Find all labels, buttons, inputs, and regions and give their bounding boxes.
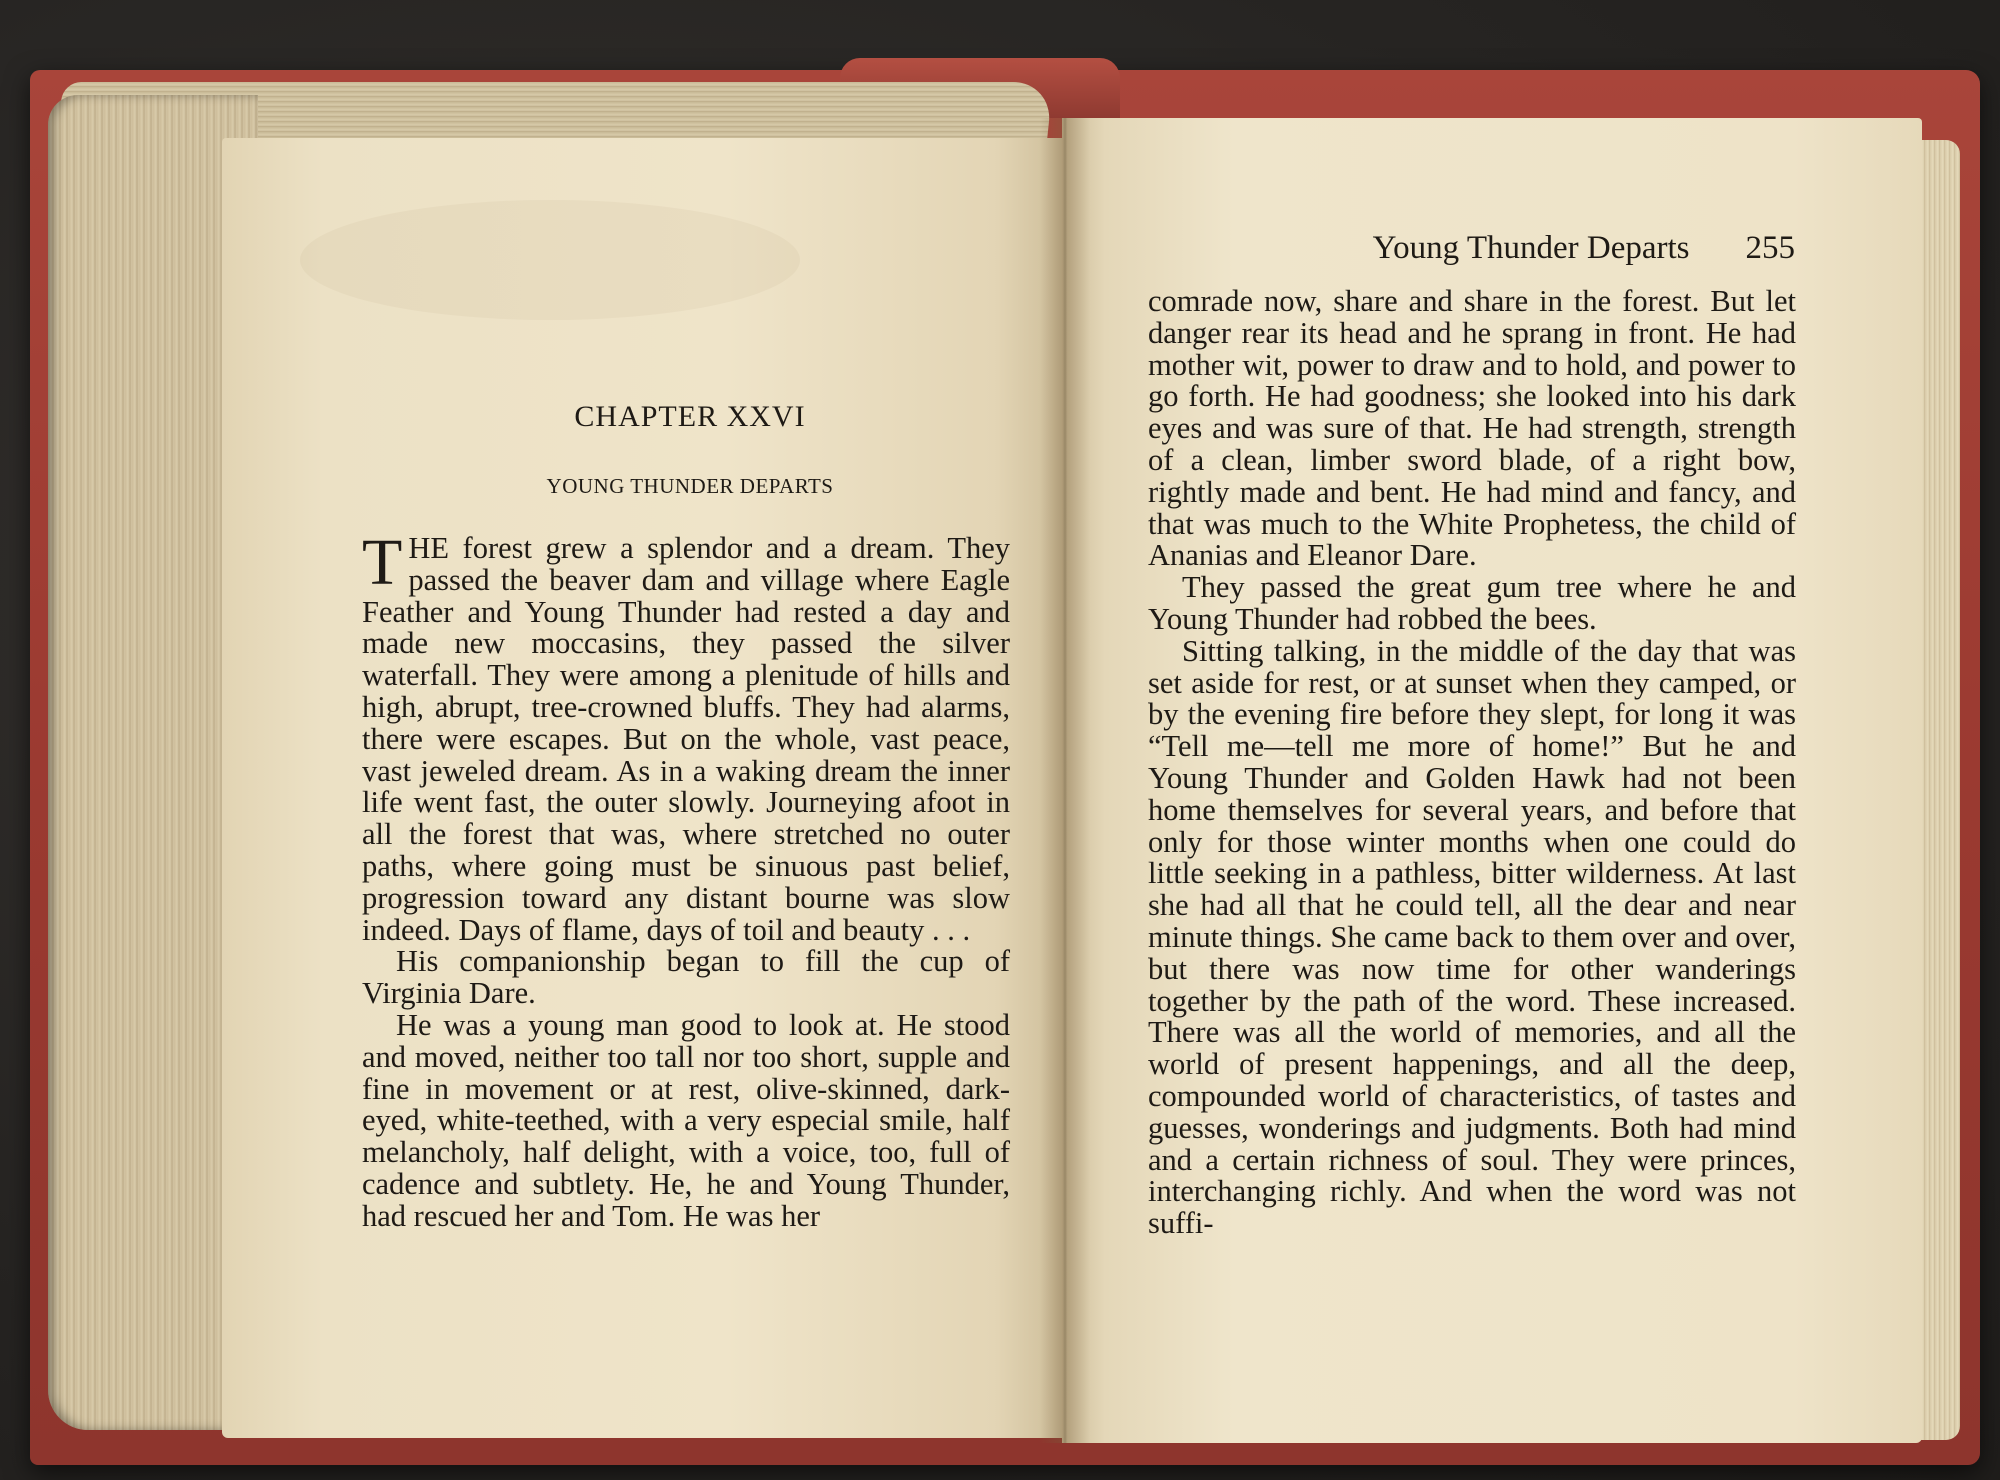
book-gutter <box>1040 118 1090 1443</box>
chapter-title: CHAPTER XXVI <box>574 400 806 433</box>
paragraph: comrade now, share and share in the forest. But let danger rear its head and he sprang in front. He had mother wit, power to draw and to hold, and power to go forth. He had goodness; she looked into his dark eyes and was sure of that. He had strength, strength of a clean, limber sword blade, of a right bow, rightly made and bent. He had mind and fancy, and that was much to the White Prophetess, the child of Ananias and Eleanor Dare. <box>1148 284 1796 573</box>
paragraph: Sitting talking, in the middle of the day that was set aside for rest, or at sunset when they camped, or by the evening fire before they slept, for long it was “Tell me—tell me more of home!” But he and Young Thunder and Golden Hawk had not been home themselves for several years, and before that only for those winter months when one could do little seeking in a pathless, bitter wilderness. At last she had all that he could tell, all the dear and near minute things. She came back to them over and over, but there was now time for other wanderings together by the path of the word. These increased. There was all the world of memories, and all the world of present happenings, and all the deep, compounded world of characteristics, of tastes and guesses, wonderings and judgments. Both had mind and a certain richness of soul. They were princes, interchanging richly. And when the word was not suffi- <box>1148 633 1796 1241</box>
page-number: 255 <box>1745 230 1795 266</box>
chapter-subtitle: YOUNG THUNDER DEPARTS <box>546 474 834 498</box>
paragraph: His companionship began to fill the cup of Virginia Dare. <box>362 944 1010 1011</box>
running-head-title: Young Thunder Departs <box>1372 230 1690 266</box>
paragraph: He was a young man good to look at. He stood and moved, neither too tall nor too short, supple and fine in movement or at rest, olive-skinned, dark-eyed, white-teethed, with a very especial smile, half melancholy, half delight, with a voice, too, full of cadence and subtlety. He, he and Young Thunder, had rescued her and Tom. He was her <box>362 1007 1010 1233</box>
paragraph: They passed the great gum tree where he and Young Thunder had robbed the bees. <box>1148 570 1796 636</box>
paragraph-text: HE forest grew a splendor and a dream. They passed the beaver dam and village where Eagle Feather and Young Thunder had rested a day and made new moccasins, they passed the silver waterfall. They were among a plenitude of hills and high, abrupt, tree-crowned bluffs. They had alarms, there were escapes. But on the whole, vast peace, vast jeweled dream. As in a waking dream the inner life went fast, the outer slowly. Journeying afoot in all the forest that was, where stretched no outer paths, where going must be sinuous past belief, progression toward any distant bourne was slow indeed. Days of flame, days of toil and beauty . . . <box>362 531 1010 947</box>
running-head <box>1145 230 1795 267</box>
left-page-body <box>362 526 1010 1233</box>
drop-cap: T <box>362 526 403 599</box>
page-stain <box>300 200 800 320</box>
paragraph <box>362 526 1010 947</box>
right-page-body <box>1148 286 1796 1240</box>
